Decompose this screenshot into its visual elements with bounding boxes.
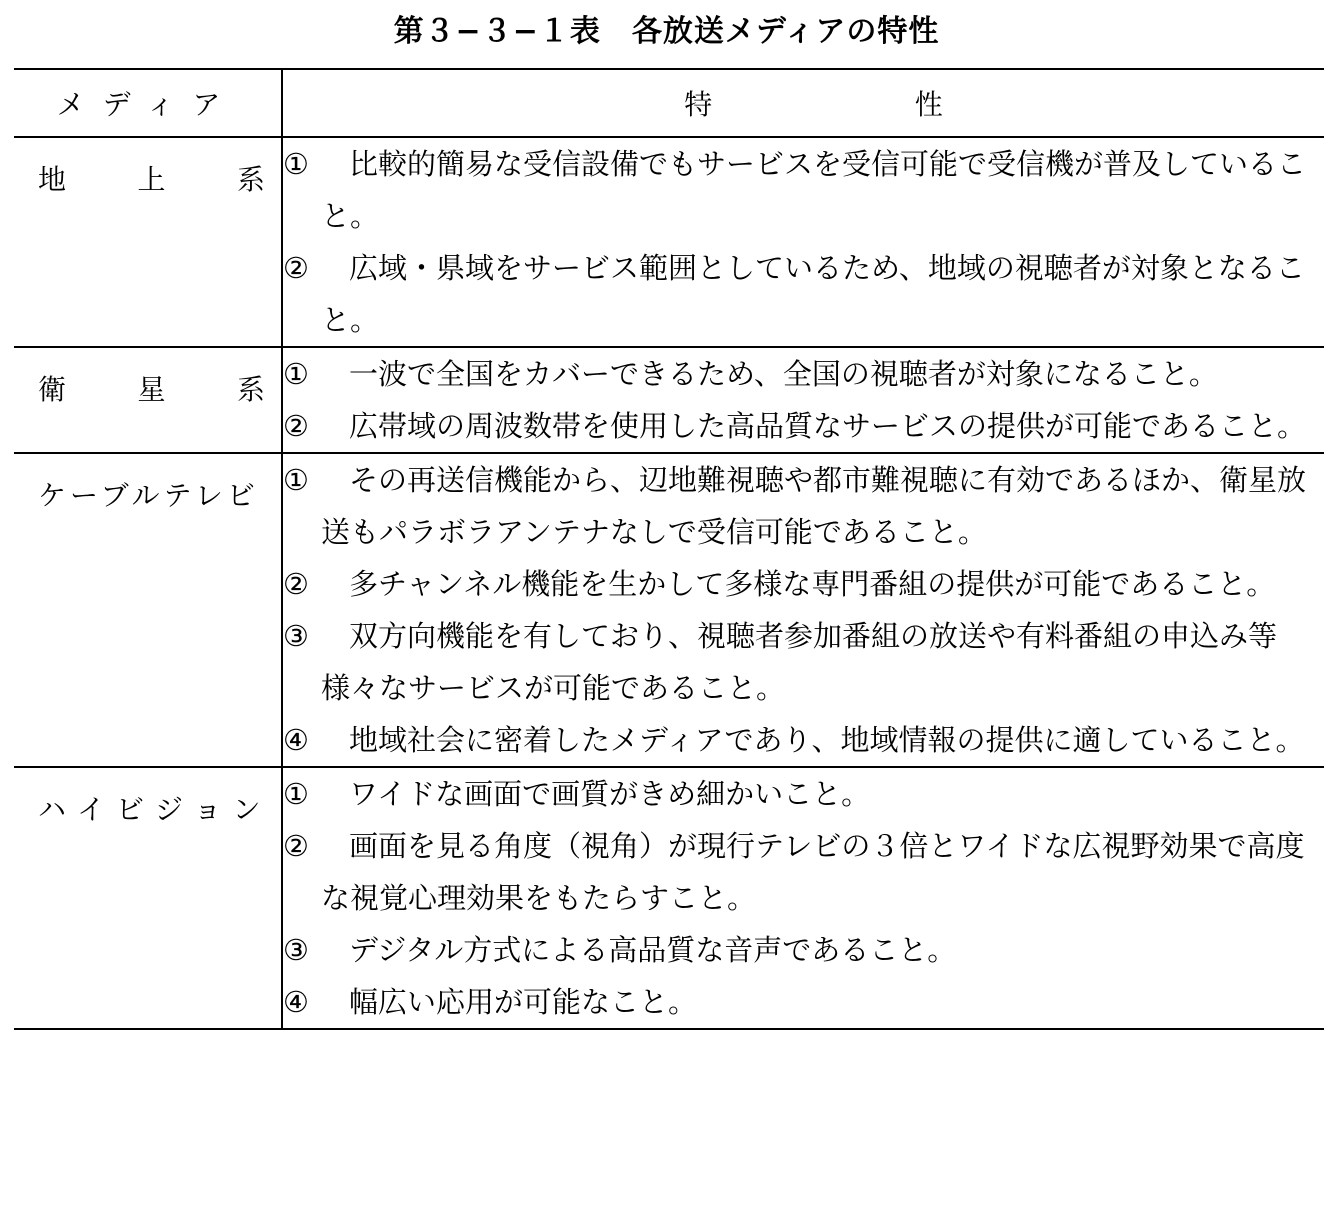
header-media-label: メディア (56, 88, 239, 121)
feature-item (283, 454, 1324, 558)
feature-item (283, 138, 1324, 242)
header-media (14, 69, 282, 137)
feature-item (283, 924, 1324, 976)
media-cell-terrestrial (14, 137, 282, 347)
page-title: 第３−３−１表 各放送メディアの特性 (393, 14, 940, 49)
feature-item (283, 610, 1324, 714)
feature-item (283, 558, 1324, 610)
media-char: 星 (137, 373, 166, 406)
feature-number: ④ (283, 723, 309, 757)
features-cell-satellite (282, 347, 1324, 453)
feature-text: その再送信機能から、辺地難視聴や都市難視聴に有効であるほか、衛星放送もパラボラアンテナなしで受信可能であること。 (321, 463, 1307, 549)
feature-item (283, 976, 1324, 1028)
table-row-hivision (14, 767, 1324, 1029)
feature-item (283, 714, 1324, 766)
media-label: ハイビジョン (38, 793, 272, 826)
feature-number: ③ (283, 933, 309, 967)
features-cell-hivision (282, 767, 1324, 1029)
feature-number: ④ (283, 985, 309, 1019)
feature-item (283, 242, 1324, 346)
feature-text: 地域社会に密着したメディアであり、地域情報の提供に適していること。 (349, 723, 1305, 757)
feature-number: ② (283, 567, 309, 601)
feature-text: 一波で全国をカバーできるため、全国の視聴者が対象になること。 (349, 357, 1218, 391)
feature-number: ① (283, 357, 309, 391)
table-row-satellite (14, 347, 1324, 453)
feature-number: ② (283, 251, 309, 285)
media-char: 系 (236, 373, 265, 406)
header-traits-char-1: 特 (684, 88, 713, 121)
features-cell-cable-tv (282, 453, 1324, 767)
media-characteristics-table (14, 68, 1324, 1030)
feature-text: 双方向機能を有しており、視聴者参加番組の放送や有料番組の申込み等様々なサービスが可能であること。 (321, 619, 1278, 705)
feature-number: ① (283, 147, 309, 181)
feature-text: 広域・県域をサービス範囲としているため、地域の視聴者が対象となること。 (321, 251, 1305, 337)
media-char: 衛 (38, 373, 67, 406)
feature-text: 幅広い応用が可能なこと。 (349, 985, 698, 1019)
table-header-row (14, 69, 1324, 137)
table-row-cable-tv (14, 453, 1324, 767)
header-traits (282, 69, 1324, 137)
feature-text: デジタル方式による高品質な音声であること。 (349, 933, 957, 967)
feature-number: ① (283, 463, 309, 497)
feature-text: 広帯域の周波数帯を使用した高品質なサービスの提供が可能であること。 (349, 409, 1307, 443)
feature-text: 画面を見る角度（視角）が現行テレビの３倍とワイドな広視野効果で高度な視覚心理効果をもたらすこと。 (321, 829, 1305, 915)
feature-number: ① (283, 777, 309, 811)
feature-number: ② (283, 409, 309, 443)
media-char: 地 (38, 163, 67, 196)
media-cell-hivision (14, 767, 282, 1029)
feature-number: ② (283, 829, 309, 863)
feature-item (283, 820, 1324, 924)
media-cell-satellite (14, 347, 282, 453)
media-char: 上 (137, 163, 166, 196)
header-traits-char-2: 性 (914, 88, 943, 121)
feature-item (283, 768, 1324, 820)
feature-number: ③ (283, 619, 309, 653)
media-cell-cable-tv (14, 453, 282, 767)
feature-item (283, 400, 1324, 452)
feature-item (283, 348, 1324, 400)
media-char: 系 (236, 163, 265, 196)
table-row-terrestrial (14, 137, 1324, 347)
feature-text: 比較的簡易な受信設備でもサービスを受信可能で受信機が普及していること。 (321, 147, 1307, 233)
feature-text: 多チャンネル機能を生かして多様な専門番組の提供が可能であること。 (349, 567, 1276, 601)
feature-text: ワイドな画面で画質がきめ細かいこと。 (349, 777, 871, 811)
media-label: ケーブルテレビ (38, 479, 259, 512)
features-cell-terrestrial (282, 137, 1324, 347)
